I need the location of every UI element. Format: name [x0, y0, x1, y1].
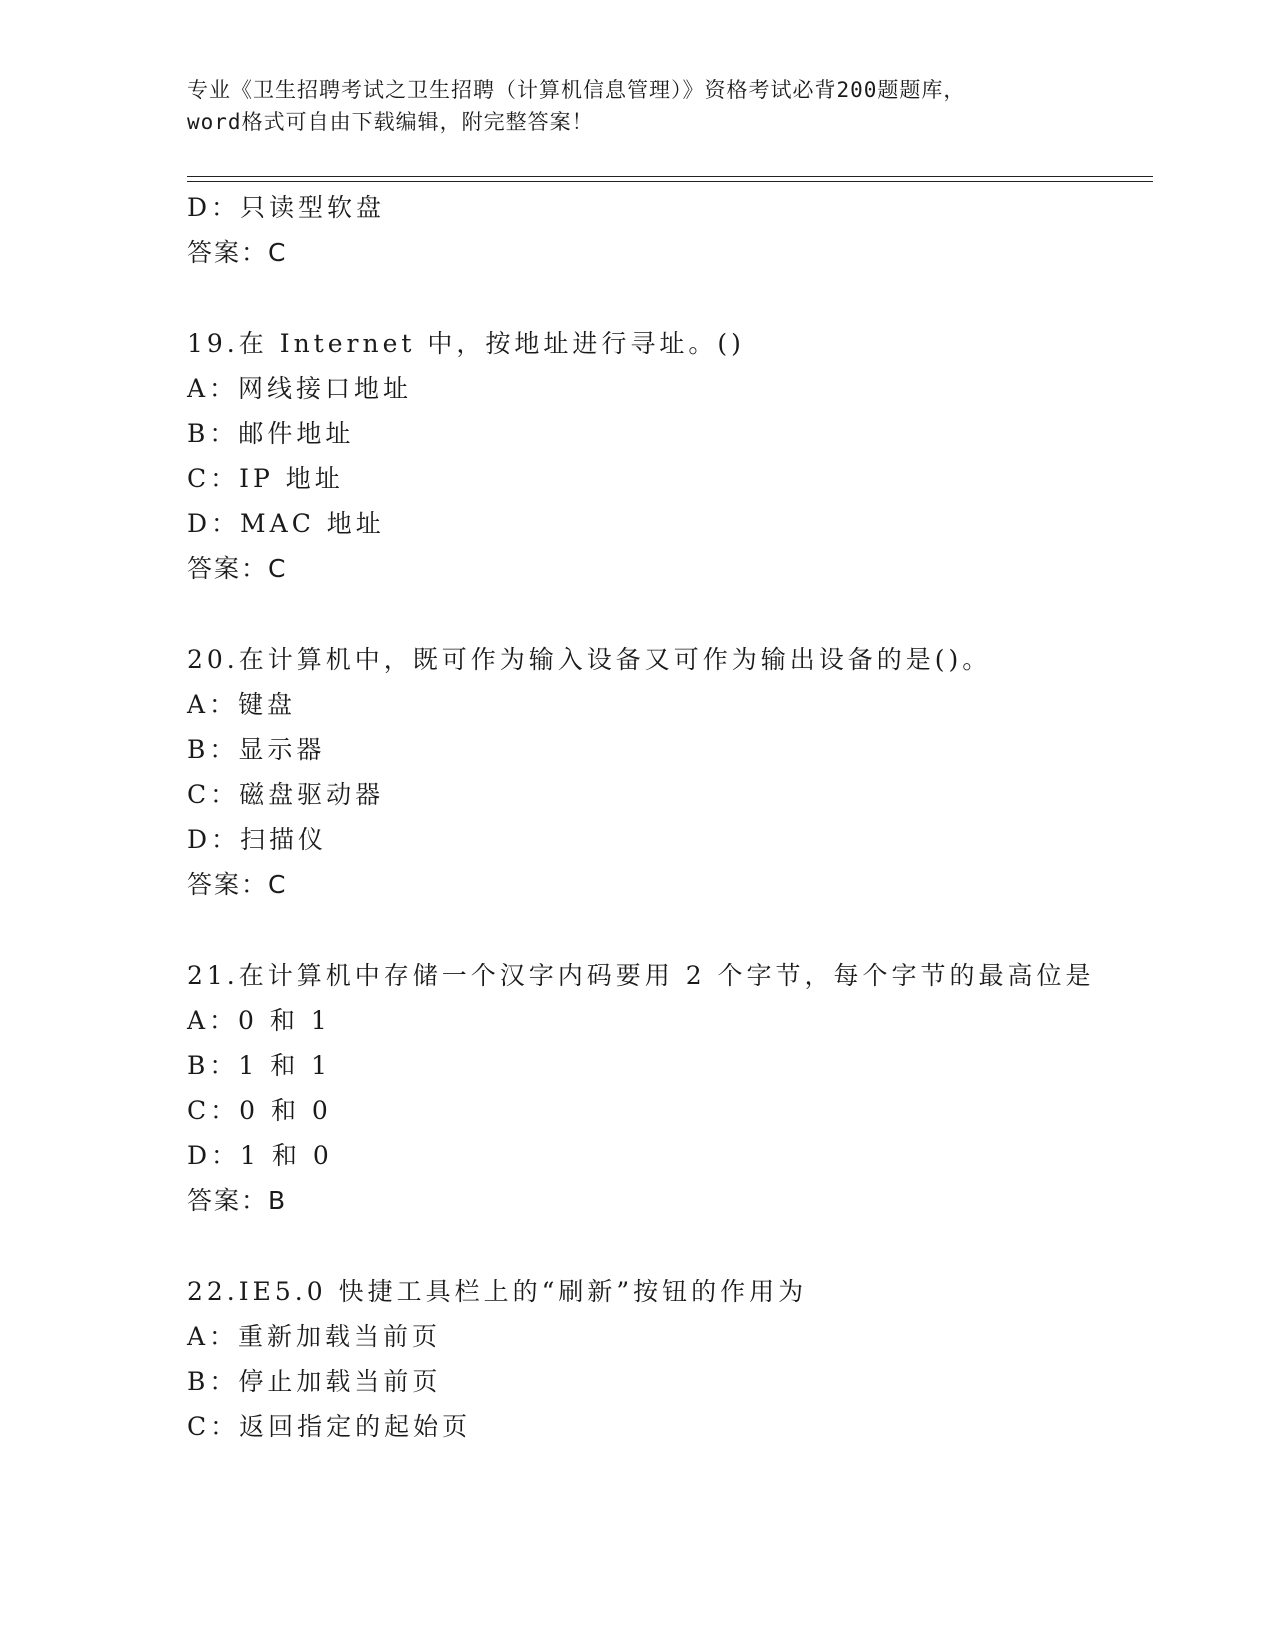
- q20-option-c: C：磁盘驱动器: [187, 780, 385, 809]
- q21-answer: 答案：B: [187, 1186, 288, 1215]
- header-divider-top: [187, 176, 1153, 177]
- q21-option-b: B：1 和 1: [187, 1051, 332, 1080]
- q21-option-a: A：0 和 1: [187, 1006, 331, 1035]
- q19-answer: 答案：C: [187, 554, 288, 583]
- q19-option-b: B：邮件地址: [187, 419, 355, 448]
- header-title-line-1: 专业《卫生招聘考试之卫生招聘（计算机信息管理）》资格考试必背200题题库，: [187, 78, 966, 102]
- q19-option-a: A：网线接口地址: [187, 374, 413, 403]
- q22-option-b: B：停止加载当前页: [187, 1367, 442, 1396]
- document-header: [187, 74, 1087, 138]
- q20-option-a: A：键盘: [187, 690, 297, 719]
- q19-stem: 19.在 Internet 中，按地址进行寻址。(): [187, 329, 745, 358]
- q19-option-d: D：MAC 地址: [187, 509, 385, 538]
- q20-stem: 20.在计算机中，既可作为输入设备又可作为输出设备的是()。: [187, 645, 992, 674]
- header-title-line-2: word格式可自由下载编辑，附完整答案！: [187, 110, 594, 134]
- q21-stem: 21.在计算机中存储一个汉字内码要用 2 个字节，每个字节的最高位是: [187, 961, 1095, 990]
- prev-option-d: D：只读型软盘: [187, 193, 386, 222]
- q22-stem: 22.IE5.0 快捷工具栏上的“刷新”按钮的作用为: [187, 1277, 808, 1306]
- q21-option-d: D：1 和 0: [187, 1141, 333, 1170]
- q20-option-b: B：显示器: [187, 735, 326, 764]
- q21-option-c: C：0 和 0: [187, 1096, 332, 1125]
- q22-option-c: C：返回指定的起始页: [187, 1412, 472, 1441]
- header-divider-bottom: [187, 181, 1153, 182]
- prev-answer: 答案：C: [187, 238, 288, 267]
- q19-option-c: C：IP 地址: [187, 464, 344, 493]
- q20-answer: 答案：C: [187, 870, 288, 899]
- q22-option-a: A：重新加载当前页: [187, 1322, 442, 1351]
- q20-option-d: D：扫描仪: [187, 825, 328, 854]
